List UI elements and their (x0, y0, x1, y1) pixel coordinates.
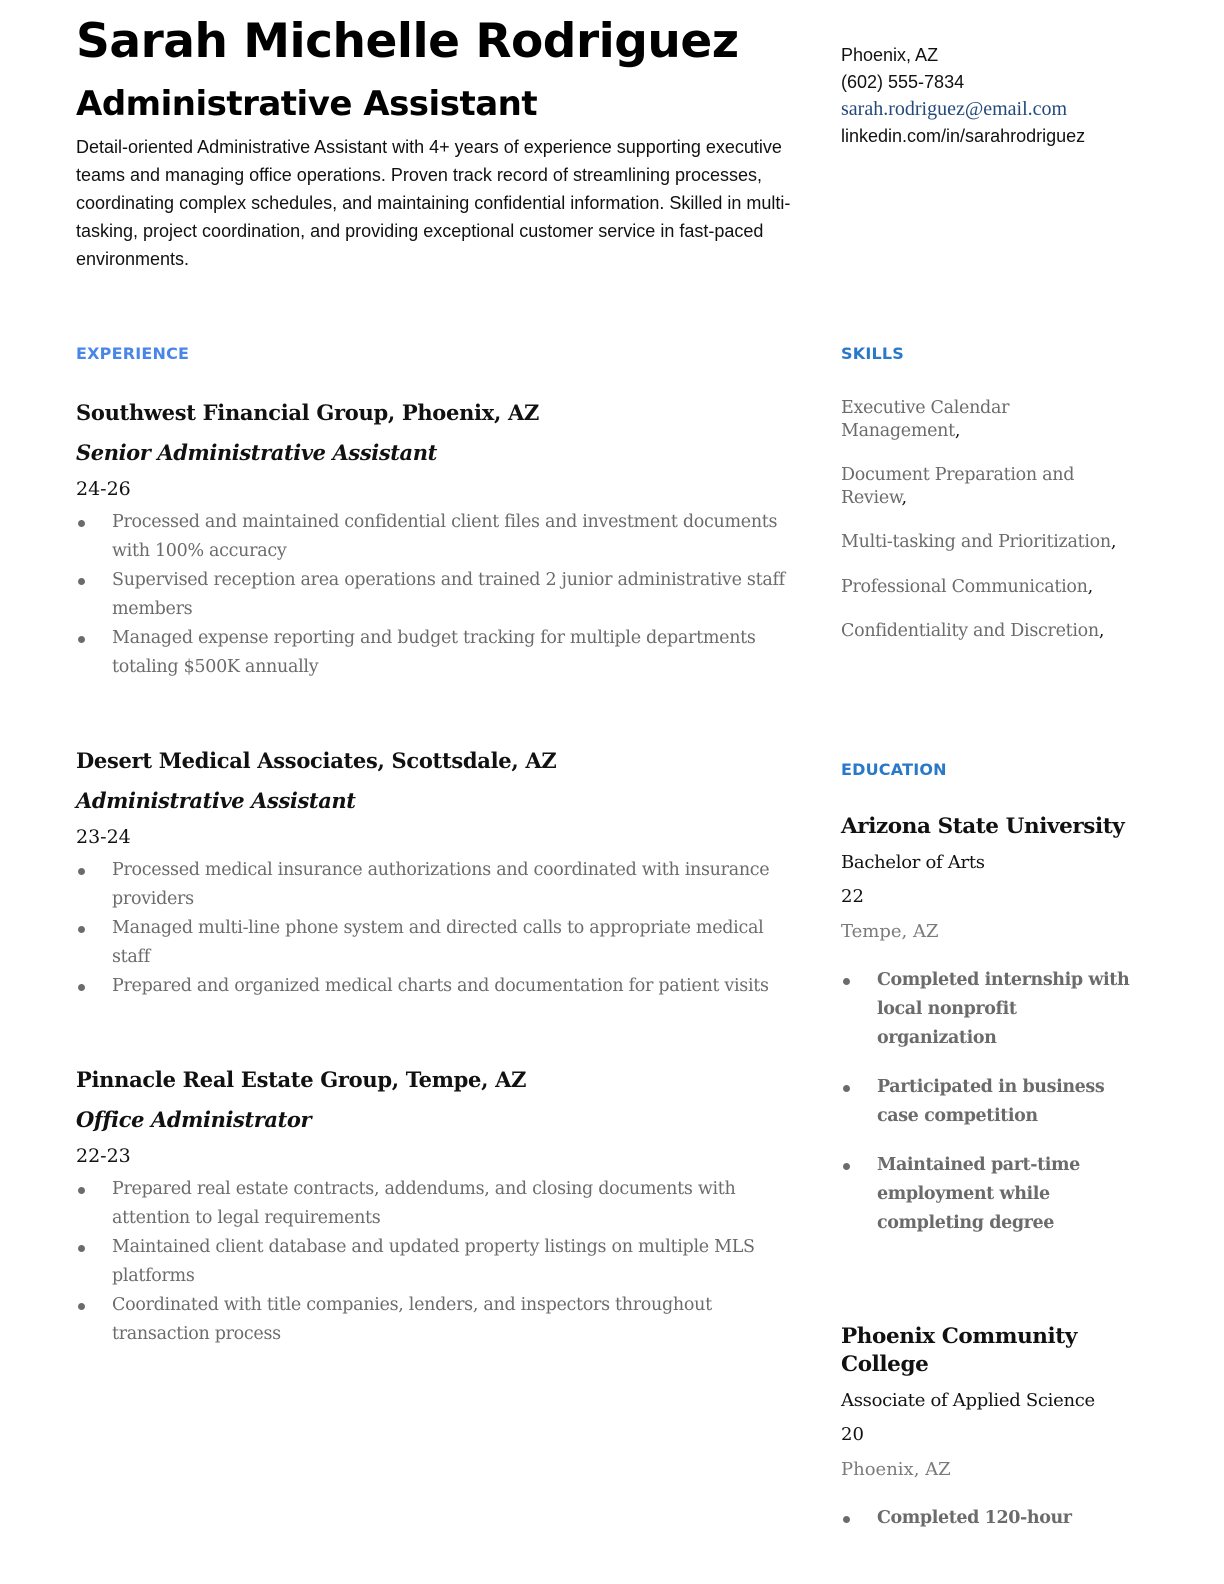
education-entry (841, 1323, 1131, 1553)
bullet-text: Processed and maintained confidential client files and investment documents with 100% accuracy (112, 512, 778, 561)
bullet-icon (843, 978, 850, 985)
skill-item (841, 576, 1131, 599)
candidate-name: Sarah Michelle Rodriguez (76, 14, 739, 69)
skill-text: Document Preparation and Review (841, 465, 1075, 508)
job-bullet (76, 1233, 796, 1291)
job-bullet (76, 972, 796, 1001)
bullet-text: Completed internship with local nonprofit organization (877, 970, 1130, 1048)
skill-separator: , (901, 487, 907, 508)
skill-item (841, 464, 1131, 509)
job-dates: 22-23 (76, 1145, 131, 1167)
skill-item (841, 397, 1131, 442)
bullet-icon (78, 984, 85, 991)
bullet-icon (78, 636, 85, 643)
job-bullets (76, 508, 796, 682)
degree: Associate of Applied Science (841, 1390, 1095, 1411)
contact-linkedin: linkedin.com/in/sarahrodriguez (841, 126, 1086, 146)
bullet-text: Managed multi-line phone system and directed calls to appropriate medical staff (112, 918, 764, 967)
bullet-text: Participated in business case competition (877, 1077, 1105, 1126)
school-location: Tempe, AZ (841, 921, 939, 942)
education-bullet (841, 1504, 1131, 1533)
job-dates: 23-24 (76, 826, 131, 848)
job-dates: 24-26 (76, 478, 131, 500)
bullet-icon (78, 1187, 85, 1194)
job-bullet (76, 1291, 796, 1349)
job-bullet (76, 508, 796, 566)
job-bullet (76, 1175, 796, 1233)
skill-item (841, 620, 1131, 643)
bullet-icon (843, 1516, 850, 1523)
job-entry (76, 398, 796, 682)
graduation-year: 22 (841, 886, 864, 907)
job-company: Southwest Financial Group, Phoenix, AZ (76, 400, 539, 425)
skill-item (841, 531, 1131, 554)
contact-email-link[interactable]: sarah.rodriguez@email.com (841, 98, 1068, 120)
degree: Bachelor of Arts (841, 852, 985, 873)
bullet-icon (843, 1085, 850, 1092)
job-role: Office Administrator (76, 1107, 312, 1132)
education-entry (841, 813, 1131, 1258)
job-company: Pinnacle Real Estate Group, Tempe, AZ (76, 1067, 527, 1092)
experience-heading: EXPERIENCE (76, 344, 190, 363)
skills-heading: SKILLS (841, 344, 904, 363)
bullet-text: Prepared real estate contracts, addendums, and closing documents with attention to legal requirements (112, 1179, 736, 1228)
education-bullet (841, 1073, 1131, 1131)
education-bullets (841, 966, 1131, 1238)
skill-text: Confidentiality and Discretion (841, 621, 1099, 641)
bullet-icon (78, 520, 85, 527)
skill-separator: , (1110, 532, 1117, 552)
contact-info (841, 42, 1141, 150)
school-name: Arizona State University (841, 814, 1125, 839)
contact-phone: (602) 555-7834 (841, 72, 965, 92)
bullet-icon (78, 1303, 85, 1310)
school-location: Phoenix, AZ (841, 1459, 951, 1480)
job-bullet (76, 856, 796, 914)
skill-separator: , (1087, 576, 1093, 597)
job-bullet (76, 566, 796, 624)
bullet-icon (78, 578, 85, 585)
education-bullets (841, 1504, 1131, 1533)
bullet-icon (78, 926, 85, 933)
education-bullet (841, 966, 1131, 1053)
bullet-text: Coordinated with title companies, lenders, and inspectors throughout transaction process (112, 1295, 712, 1344)
job-bullets (76, 1175, 796, 1349)
bullet-text: Maintained part-time employment while completing degree (877, 1155, 1080, 1233)
bullet-icon (843, 1163, 850, 1170)
job-entry (76, 746, 796, 1001)
bullet-icon (78, 1245, 85, 1252)
education-heading: EDUCATION (841, 760, 947, 779)
job-company: Desert Medical Associates, Scottsdale, AZ (76, 748, 557, 773)
job-role: Administrative Assistant (76, 788, 356, 813)
skill-text: Executive Calendar Management (841, 398, 1010, 441)
job-bullet (76, 624, 796, 682)
professional-summary: Detail-oriented Administrative Assistant with 4+ years of experience supporting executive teams and managing office operations. Proven track record of streamlining processes, coordinating complex schedules, and maintaining confidential information. Skilled in multi-tasking, project coordination, and providing exceptional customer service in fast-paced environments. (76, 137, 791, 269)
bullet-text: Completed 120-hour (877, 1508, 1072, 1528)
bullet-text: Prepared and organized medical charts and documentation for patient visits (112, 976, 769, 996)
job-bullet (76, 914, 796, 972)
contact-location: Phoenix, AZ (841, 45, 939, 65)
job-entry (76, 1065, 796, 1349)
education-bullet (841, 1151, 1131, 1238)
skill-text: Multi-tasking and Prioritization (841, 532, 1111, 552)
bullet-text: Supervised reception area operations and trained 2 junior administrative staff members (112, 570, 785, 619)
graduation-year: 20 (841, 1424, 864, 1445)
bullet-text: Maintained client database and updated property listings on multiple MLS platforms (112, 1237, 755, 1286)
bullet-text: Managed expense reporting and budget tracking for multiple departments totaling $500K annually (112, 628, 756, 677)
bullet-text: Processed medical insurance authorizations and coordinated with insurance providers (112, 860, 770, 909)
job-title: Administrative Assistant (76, 84, 538, 124)
skill-separator: , (1098, 621, 1105, 641)
skills-list (841, 397, 1131, 665)
school-name: Phoenix Community College (841, 1324, 1077, 1377)
skill-separator: , (954, 420, 961, 441)
skill-text: Professional Communication (841, 576, 1088, 597)
job-role: Senior Administrative Assistant (76, 440, 437, 465)
job-bullets (76, 856, 796, 1001)
bullet-icon (78, 868, 85, 875)
